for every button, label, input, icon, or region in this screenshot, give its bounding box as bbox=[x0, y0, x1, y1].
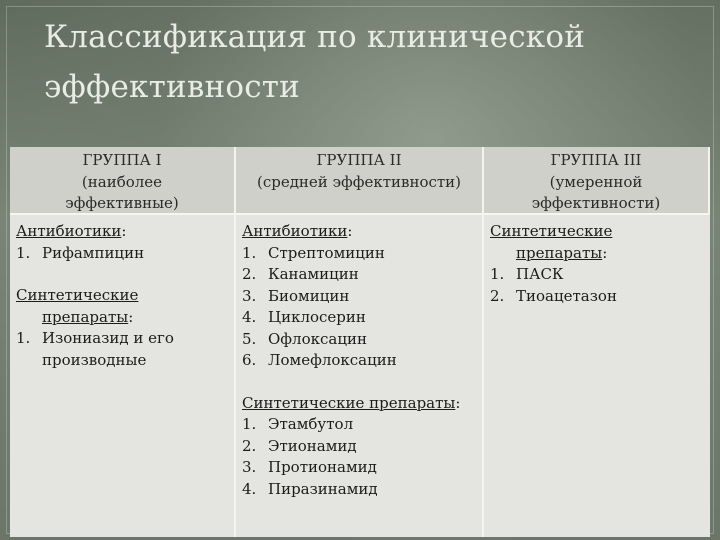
heading-colon: : bbox=[347, 222, 353, 240]
item-text: Канамицин bbox=[268, 265, 359, 283]
slide-title: Классификация по клинической эффективности bbox=[44, 19, 586, 105]
list-item bbox=[242, 436, 476, 458]
spacer bbox=[242, 372, 476, 393]
item-number: 1. bbox=[16, 243, 31, 262]
group-1-synthetic-label-1: Синтетические bbox=[16, 286, 139, 304]
list-item bbox=[242, 243, 476, 265]
item-text: Ломефлоксацин bbox=[268, 351, 397, 369]
header-group-1 bbox=[10, 147, 236, 215]
header-group-3 bbox=[484, 147, 710, 215]
item-number: 1. bbox=[242, 243, 257, 262]
group-3-synthetic-label-2: препараты bbox=[516, 243, 603, 262]
group-1-synthetic-list bbox=[16, 328, 228, 350]
header-group-3-desc-2: эффективности) bbox=[531, 194, 661, 212]
list-item bbox=[242, 286, 476, 308]
header-group-2 bbox=[236, 147, 484, 215]
group-2-antibiotics-label: Антибиотики bbox=[242, 222, 348, 240]
header-group-3-desc-1: (умеренной bbox=[549, 172, 643, 191]
header-group-3-name: ГРУППА III bbox=[550, 151, 642, 169]
group-2-antibiotics-list bbox=[242, 243, 476, 372]
spacer bbox=[16, 264, 228, 285]
item-text: Протионамид bbox=[268, 458, 377, 476]
group-3-synthetic-list bbox=[490, 264, 704, 307]
group-1-cell bbox=[10, 215, 236, 537]
item-number: 4. bbox=[242, 308, 257, 326]
group-1-antibiotics-heading bbox=[16, 221, 228, 243]
list-item bbox=[242, 479, 476, 501]
header-group-1-name: ГРУППА I bbox=[82, 151, 162, 169]
item-text: Изониазид и его bbox=[42, 329, 174, 347]
item-text: Рифампицин bbox=[42, 243, 145, 262]
group-2-cell bbox=[236, 215, 484, 537]
item-text: Стрептомицин bbox=[268, 243, 385, 262]
heading-colon: : bbox=[602, 243, 608, 262]
heading-colon: : bbox=[121, 222, 127, 240]
list-item bbox=[242, 457, 476, 479]
list-item bbox=[242, 414, 476, 436]
group-2-synthetic-label: Синтетические препараты bbox=[242, 393, 456, 412]
item-text: Биомицин bbox=[268, 286, 350, 305]
heading-colon: : bbox=[128, 307, 134, 326]
list-item bbox=[242, 350, 476, 372]
item-text: Офлоксацин bbox=[268, 329, 367, 348]
item-number: 2. bbox=[242, 265, 257, 283]
header-group-1-desc-1: (наиболее bbox=[81, 172, 163, 191]
item-number: 1. bbox=[490, 265, 505, 283]
item-text: ПАСК bbox=[516, 265, 564, 283]
group-3-cell bbox=[484, 215, 710, 537]
item-number: 5. bbox=[242, 329, 257, 348]
item-number: 4. bbox=[242, 479, 257, 498]
item-number: 3. bbox=[242, 286, 257, 305]
item-number: 1. bbox=[16, 329, 31, 347]
group-1-antibiotics-list bbox=[16, 243, 228, 265]
group-1-synthetic-heading bbox=[16, 285, 228, 328]
item-number: 6. bbox=[242, 351, 257, 369]
list-item bbox=[16, 328, 228, 350]
item-number: 2. bbox=[242, 436, 257, 455]
group-1-synthetic-label-2: препараты bbox=[42, 307, 129, 326]
list-item bbox=[242, 307, 476, 329]
item-number: 3. bbox=[242, 458, 257, 476]
list-item bbox=[490, 264, 704, 286]
list-item bbox=[242, 329, 476, 351]
item-text-continued: производные bbox=[42, 350, 147, 369]
item-text: Тиоацетазон bbox=[516, 286, 617, 305]
classification-table bbox=[10, 147, 710, 537]
group-2-antibiotics-heading bbox=[242, 221, 476, 243]
item-text: Этионамид bbox=[268, 436, 357, 455]
header-group-2-desc-1: (средней эффективности) bbox=[256, 172, 462, 191]
item-number: 1. bbox=[242, 415, 257, 433]
header-group-2-name: ГРУППА II bbox=[316, 151, 402, 169]
item-text: Этамбутол bbox=[268, 415, 354, 433]
group-2-synthetic-heading bbox=[242, 393, 476, 415]
list-item bbox=[16, 243, 228, 265]
header-group-1-desc-2: эффективные) bbox=[65, 194, 179, 212]
group-3-synthetic-heading bbox=[490, 221, 704, 264]
item-text: Циклосерин bbox=[268, 308, 366, 326]
item-text: Пиразинамид bbox=[268, 479, 378, 498]
list-item bbox=[242, 264, 476, 286]
list-item bbox=[490, 286, 704, 308]
item-number: 2. bbox=[490, 286, 505, 305]
group-3-synthetic-label-1: Синтетические bbox=[490, 222, 613, 240]
group-1-antibiotics-label: Антибиотики bbox=[16, 222, 122, 240]
heading-colon: : bbox=[455, 393, 461, 412]
group-2-synthetic-list bbox=[242, 414, 476, 500]
